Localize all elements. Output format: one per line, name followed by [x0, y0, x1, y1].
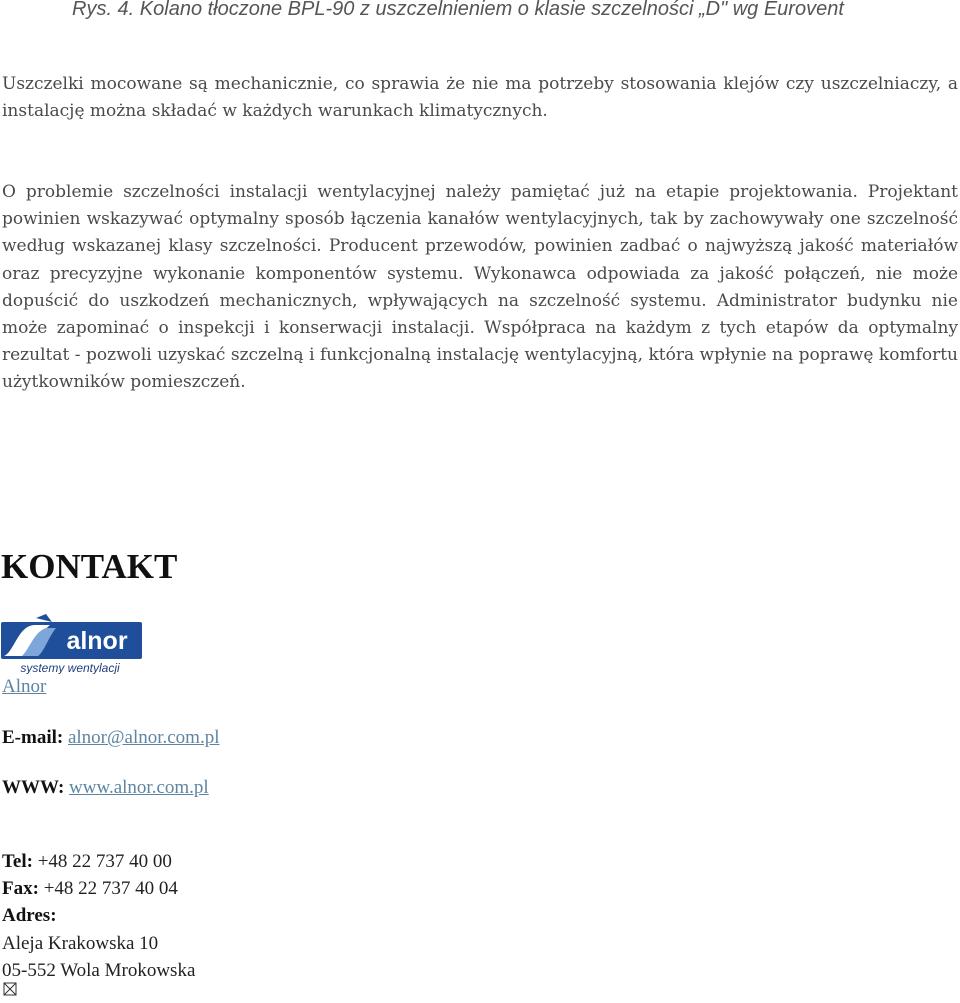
email-label: E-mail:: [2, 727, 64, 748]
paragraph-tightness: O problemie szczelności instalacji wentylacyjnej należy pamiętać już na etapie projektowania. Projektant powinien wskazywać optymalny sposób łączenia kanałów wentylacyjnych, tak by zachowywały one szczelność według wskazanej klasy szczelności. Producent przewodów, powinien zadbać o najwyższą jakość materiałów oraz precyzyjne wykonanie komponentów systemu. Wykonawca odpowiada za jakość połączeń, nie może dopuścić do uszkodzeń mechanicznych, wpływających na szczelność systemu. Administrator budynku nie może zapominać o inspekcji i konserwacji instalacji. Współpraca na każdym z tych etapów da optymalny rezultat - pozwoli uzyskać szczelną i funkcjonalną instalację wentylacyjną, która wpłynie na poprawę komfortu użytkowników pomieszczeń.: [2, 182, 958, 393]
figure-caption: Rys. 4. Kolano tłoczone BPL-90 z uszczelnieniem o klasie szczelności „D" wg Eurovent: [72, 0, 844, 20]
www-label: WWW:: [2, 777, 65, 798]
address-city: 05-552 Wola Mrokowska: [2, 960, 196, 981]
company-link[interactable]: Alnor: [2, 676, 47, 697]
logo-brand-text: alnor: [66, 627, 128, 655]
broken-image-icon: [3, 982, 17, 1001]
alnor-logo[interactable]: [0, 612, 144, 678]
address-label-row: [2, 904, 57, 928]
address-street: Aleja Krakowska 10: [2, 933, 159, 954]
broken-image-glyph: [3, 982, 17, 997]
fax-label: Fax:: [2, 878, 39, 899]
logo-peak: [36, 614, 52, 622]
phone-value: +48 22 737 40 00: [37, 851, 172, 872]
www-link[interactable]: www.alnor.com.pl: [69, 777, 209, 798]
address-label: Adres:: [2, 905, 57, 926]
phone-label: Tel:: [2, 851, 33, 872]
paragraph-gaskets: Uszczelki mocowane są mechanicznie, co sprawia że nie ma potrzeby stosowania klejów czy uszczelniaczy, a instalację można składać w każdych warunkach klimatycznych.: [2, 74, 958, 121]
email-row: [2, 726, 220, 750]
www-row: [2, 776, 209, 800]
email-link[interactable]: alnor@alnor.com.pl: [67, 727, 220, 748]
contact-heading: KONTAKT: [1, 547, 178, 586]
alnor-logo-image: [0, 612, 144, 674]
fax-value: +48 22 737 40 04: [43, 878, 178, 899]
phone-row: [2, 850, 172, 874]
fax-row: [2, 877, 178, 901]
logo-tagline: systemy wentylacji: [20, 661, 120, 674]
